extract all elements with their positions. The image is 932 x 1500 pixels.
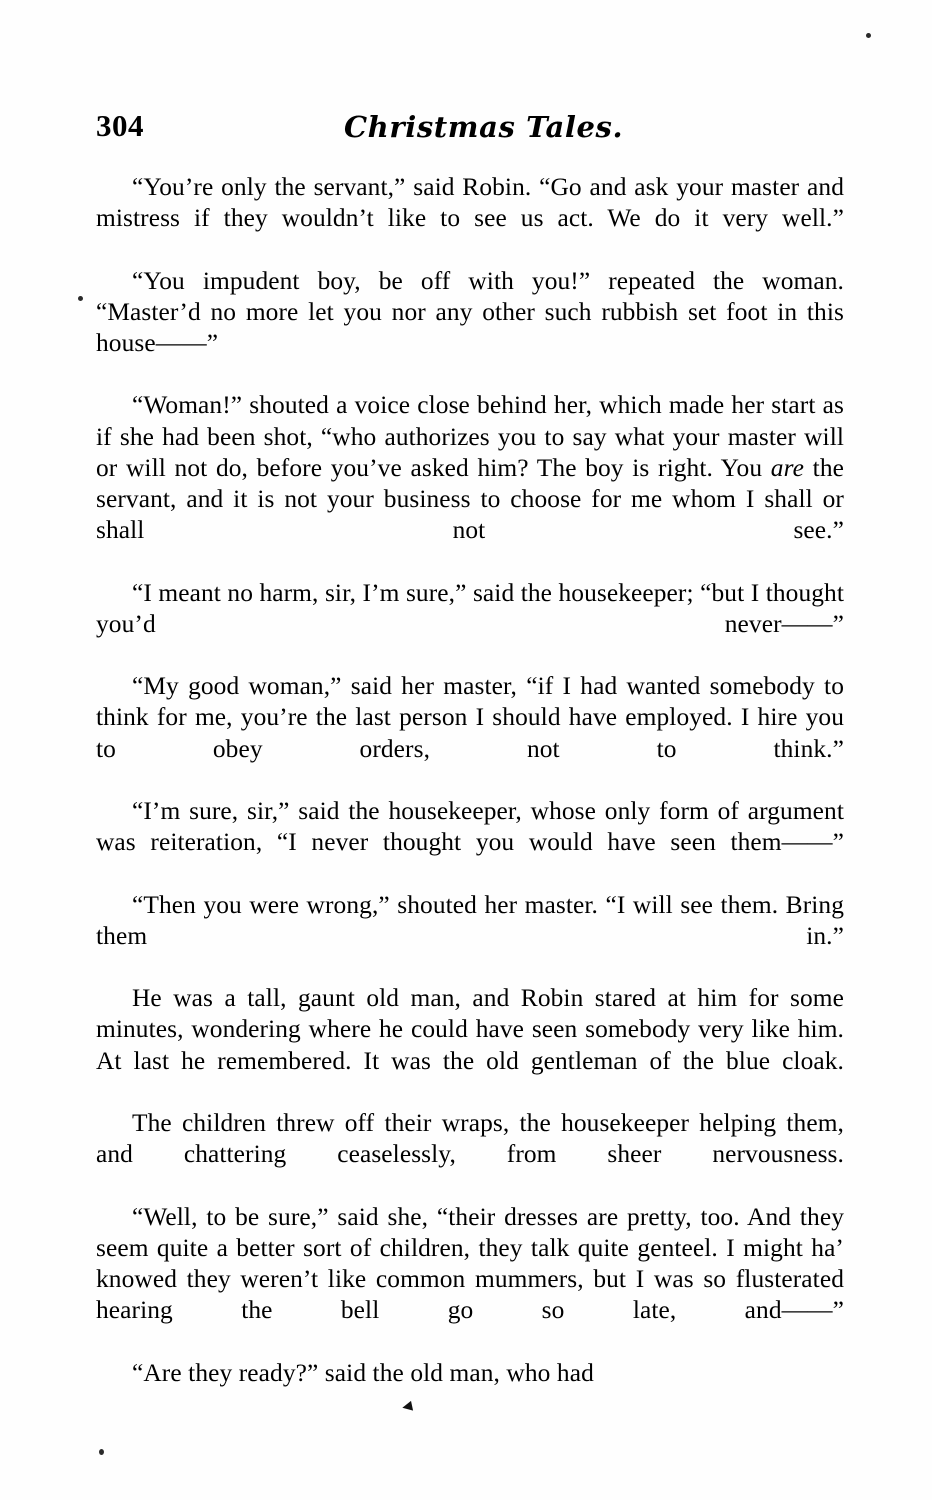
paragraph: “I’m sure, sir,” said the housekeeper, whose only form of argument was reiteration, “I never thought you would have seen them——” [96, 797, 844, 857]
paragraph-part-before-emphasis: “Woman!” shouted a voice close behind her, which made her start as if she had been shot, “who authorizes you to say what your master will or will not do, before you’ve asked him? The boy is right. You [96, 391, 844, 482]
paragraph: “You’re only the servant,” said Robin. “Go and ask your master and mistress if they wouldn’t like to see us act. We do it very well.” [96, 173, 844, 233]
paragraph: “Well, to be sure,” said she, “their dresses are pretty, too. And they seem quite a better sort of children, they talk quite genteel. I might ha’ knowed they weren’t like common mummers, but I was so flusterated hearing the bell go so late, and——” [96, 1202, 844, 1325]
paragraph: He was a tall, gaunt old man, and Robin stared at him for some minutes, wondering where he could have seen somebody very like him. At last he remembered. It was the old gentleman of the blue cloak. [96, 984, 844, 1075]
page-number: 304 [96, 108, 144, 143]
print-speck-middle-left [78, 296, 83, 301]
running-title: Christmas Tales. [344, 110, 624, 144]
tail-ornament-icon: ◂ [399, 1394, 415, 1418]
body-text [96, 172, 844, 1389]
paragraph: “You impudent boy, be off with you!” repeated the woman. “Master’d no more let you nor any other such rubbish set foot in this house——” [96, 266, 844, 358]
page-header [96, 108, 836, 148]
paragraph: The children threw off their wraps, the housekeeper helping them, and chattering ceaselessly, from sheer nervousness. [96, 1109, 844, 1169]
emphasis-are: are [770, 453, 805, 482]
paragraph: “Are they ready?” said the old man, who had [132, 1358, 594, 1387]
paragraph: “Then you were wrong,” shouted her master. “I will see them. Bring them in.” [96, 890, 844, 950]
paragraph-part-after-emphasis: the servant, and it is not your business to choose for me whom I shall or shall not see.” [96, 453, 844, 545]
paragraph: “My good woman,” said her master, “if I had wanted somebody to think for me, you’re the last person I should have employed. I hire you to obey orders, not to think.” [96, 672, 844, 763]
print-speck-top-right [866, 33, 871, 38]
paragraph: “I meant no harm, sir, I’m sure,” said the housekeeper; “but I thought you’d never——” [96, 578, 844, 638]
paragraph [96, 390, 844, 577]
print-speck-bottom-left [99, 1449, 104, 1455]
